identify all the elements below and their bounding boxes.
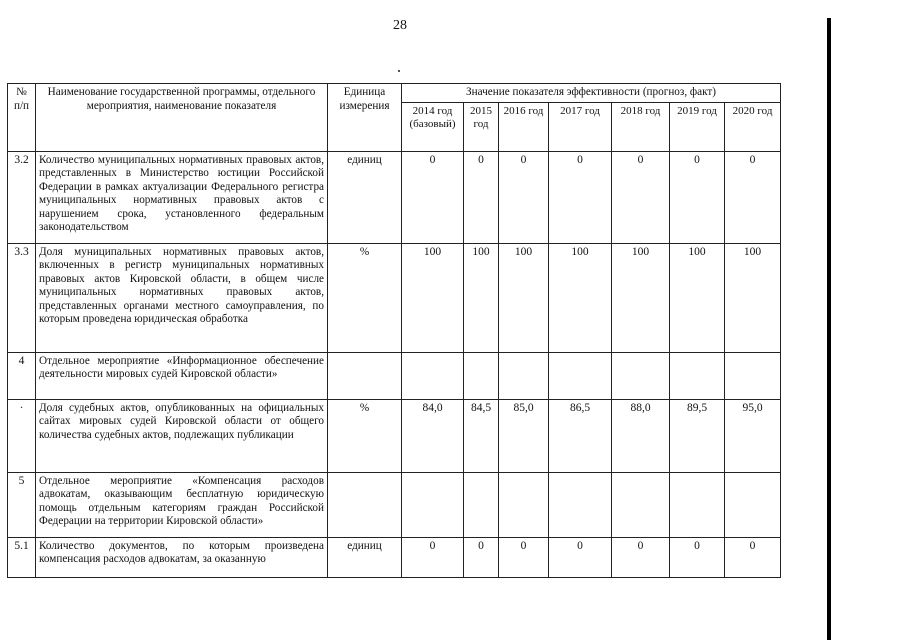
row-value: 86,5 bbox=[549, 399, 612, 472]
table-row bbox=[8, 472, 781, 537]
row-indicator-name: Количество документов, по которым произведена компенсация расходов адвокатам, за оказанную bbox=[36, 537, 328, 577]
row-value bbox=[725, 472, 781, 537]
row-value: 100 bbox=[402, 243, 464, 352]
row-value: 0 bbox=[725, 537, 781, 577]
table-row bbox=[8, 537, 781, 577]
row-value: 0 bbox=[549, 537, 612, 577]
row-value bbox=[402, 472, 464, 537]
row-unit bbox=[328, 352, 402, 399]
row-number: 5.1 bbox=[8, 537, 36, 577]
table-row bbox=[8, 352, 781, 399]
table-body bbox=[8, 151, 781, 577]
row-value bbox=[549, 352, 612, 399]
row-value: 84,0 bbox=[402, 399, 464, 472]
row-value: 100 bbox=[464, 243, 499, 352]
row-value bbox=[499, 352, 549, 399]
row-indicator-name: Количество муниципальных нормативных правовых актов, представленных в Министерство юстиции Российской Федерации в рамках актуализации Федерального регистра муниципальных нормативных правовых актов с нарушением срока, установленного федеральным законодательством bbox=[36, 151, 328, 243]
row-value: 89,5 bbox=[670, 399, 725, 472]
header-year: 2016 год bbox=[499, 102, 549, 151]
row-value: 84,5 bbox=[464, 399, 499, 472]
indicator-table bbox=[7, 83, 781, 578]
header-num: № п/п bbox=[8, 84, 36, 152]
row-value: 0 bbox=[464, 537, 499, 577]
row-value: 0 bbox=[670, 151, 725, 243]
row-unit: единиц bbox=[328, 151, 402, 243]
row-unit: единиц bbox=[328, 537, 402, 577]
row-value: 100 bbox=[670, 243, 725, 352]
row-number: 3.2 bbox=[8, 151, 36, 243]
row-value: 85,0 bbox=[499, 399, 549, 472]
row-unit: % bbox=[328, 243, 402, 352]
row-value bbox=[670, 472, 725, 537]
row-unit bbox=[328, 472, 402, 537]
header-year: 2017 год bbox=[549, 102, 612, 151]
row-value: 100 bbox=[612, 243, 670, 352]
row-value bbox=[549, 472, 612, 537]
row-number: 3.3 bbox=[8, 243, 36, 352]
page-number: 28 bbox=[393, 18, 407, 33]
row-value: 100 bbox=[725, 243, 781, 352]
row-value: 0 bbox=[499, 537, 549, 577]
row-value: 0 bbox=[670, 537, 725, 577]
row-value bbox=[670, 352, 725, 399]
header-year: 2020 год bbox=[725, 102, 781, 151]
row-value: 0 bbox=[549, 151, 612, 243]
row-unit: % bbox=[328, 399, 402, 472]
row-value: 0 bbox=[499, 151, 549, 243]
row-value: 0 bbox=[402, 537, 464, 577]
row-value bbox=[402, 352, 464, 399]
row-number: 4 bbox=[8, 352, 36, 399]
row-value bbox=[499, 472, 549, 537]
header-year: 2018 год bbox=[612, 102, 670, 151]
row-indicator-name: Отдельное мероприятие «Компенсация расходов адвокатам, оказывающим бесплатную юридическую помощь отдельным категориям граждан Российской Федерации на территории Кировской области» bbox=[36, 472, 328, 537]
row-number: 5 bbox=[8, 472, 36, 537]
header-year: 2015 год bbox=[464, 102, 499, 151]
row-value: 88,0 bbox=[612, 399, 670, 472]
header-name: Наименование государственной программы, отдельного мероприятия, наименование показателя bbox=[36, 84, 328, 152]
row-indicator-name: Доля муниципальных нормативных правовых актов, включенных в регистр муниципальных нормативных правовых актов Кировской области, в общем числе муниципальных нормативных правовых актов, представленных органами местного самоуправления, по которым проведена юридическая обработка bbox=[36, 243, 328, 352]
row-value bbox=[464, 472, 499, 537]
scan-edge-bar bbox=[827, 18, 831, 640]
row-value: 0 bbox=[464, 151, 499, 243]
row-value: 0 bbox=[612, 151, 670, 243]
row-value bbox=[612, 472, 670, 537]
row-value bbox=[464, 352, 499, 399]
header-year: 2014 год (базовый) bbox=[402, 102, 464, 151]
row-value: 95,0 bbox=[725, 399, 781, 472]
header-values: Значение показателя эффективности (прогноз, факт) bbox=[402, 84, 781, 103]
header-unit: Единица измерения bbox=[328, 84, 402, 152]
row-value: 0 bbox=[725, 151, 781, 243]
row-value bbox=[612, 352, 670, 399]
row-value: 0 bbox=[612, 537, 670, 577]
row-value: 0 bbox=[402, 151, 464, 243]
header-year: 2019 год bbox=[670, 102, 725, 151]
row-value: 100 bbox=[549, 243, 612, 352]
table-row bbox=[8, 243, 781, 352]
row-value bbox=[725, 352, 781, 399]
scan-speck bbox=[398, 70, 400, 72]
row-indicator-name: Отдельное мероприятие «Информационное обеспечение деятельности мировых судей Кировской области» bbox=[36, 352, 328, 399]
table-row bbox=[8, 399, 781, 472]
row-value: 100 bbox=[499, 243, 549, 352]
table-header-row bbox=[8, 84, 781, 103]
row-indicator-name: Доля судебных актов, опубликованных на официальных сайтах мировых судей Кировской области от общего количества судебных актов, подлежащих публикации bbox=[36, 399, 328, 472]
row-number: · bbox=[8, 399, 36, 472]
table-row bbox=[8, 151, 781, 243]
